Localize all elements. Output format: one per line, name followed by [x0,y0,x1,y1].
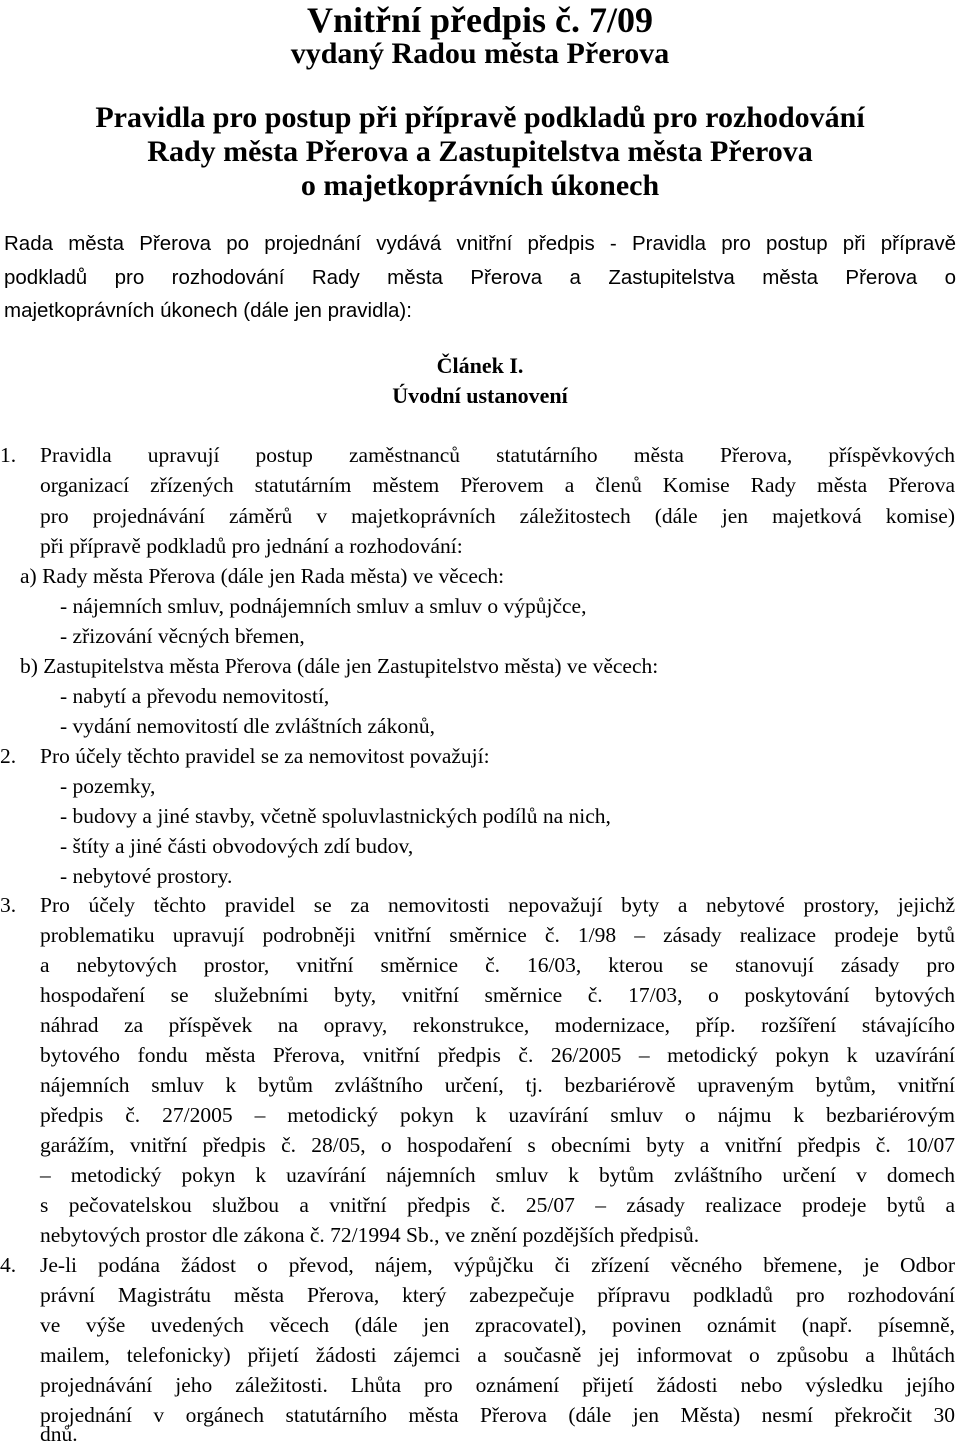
paragraph-line: při přípravě podkladů pro jednání a rozhodování: [40,534,463,558]
paragraph-line: hospodaření se služebními byty, vnitřní směrnice č. 17/03, o poskytování bytových [40,983,955,1007]
list-item: - štíty a jiné části obvodových zdí budov, [60,834,414,858]
paragraph-line: garážím, vnitřní předpis č. 28/05, o hospodaření s obecními byty a vnitřní předpis č. 10/07 [40,1133,955,1157]
paragraph-line: Pro účely těchto pravidel se za nemovitost považují: [40,744,490,768]
main-title-line: Rady města Přerova a Zastupitelstva města Přerova [147,135,813,168]
list-item: b) Zastupitelstva města Přerova (dále jen Zastupitelstvo města) ve věcech: [20,654,659,678]
intro-line: Rada města Přerova po projednání vydává vnitřní předpis - Pravidla pro postup při přípravě [4,232,956,255]
intro-line: majetkoprávních úkonech (dále jen pravidla): [4,299,412,322]
intro-line: podkladů pro rozhodování Rady města Přerova a Zastupitelstva města Přerova o [4,266,956,289]
document-title: Vnitřní předpis č. 7/09 [306,0,654,40]
list-item: - budovy a jiné stavby, včetně spoluvlastnických podílů na nich, [60,804,611,828]
paragraph-line: ve výše uvedených věcech (dále jen zpracovatel), povinen oznámit (např. písemně, [40,1313,955,1337]
paragraph-line: a nebytových prostor, vnitřní směrnice č. 16/03, kterou se stanovují zásady pro [40,953,955,977]
paragraph-line: nájemních smluv k bytům zvláštního určení, tj. bezbariérově upraveným bytům, vnitřní [40,1073,955,1097]
paragraph-line: nebytových prostor dle zákona č. 72/1994 Sb., ve znění pozdějších předpisů. [40,1223,700,1247]
paragraph-line: projednávání jeho záležitosti. Lhůta pro oznámení přijetí žádosti nebo výsledku jejího [40,1373,955,1397]
list-item: - nájemních smluv, podnájemních smluv a smluv o výpůjčce, [60,594,587,618]
main-title-line: Pravidla pro postup při přípravě podkladů pro rozhodování [95,101,865,134]
list-item: - vydání nemovitostí dle zvláštních zákonů, [60,714,435,738]
paragraph-line: problematiku upravují podrobněji vnitřní směrnice č. 1/98 – zásady realizace prodeje bytů [40,923,955,947]
paragraph-line: Pro účely těchto pravidel se za nemovitosti nepovažují byty a nebytové prostory, jejichž [40,893,955,917]
list-item: - zřizování věcných břemen, [60,624,305,648]
article-name: Úvodní ustanovení [392,383,568,408]
paragraph-line: právní Magistrátu města Přerova, který zabezpečuje přípravu podkladů pro rozhodování [40,1283,955,1307]
paragraph-number: 2. [0,744,17,768]
paragraph-line: – metodický pokyn k uzavírání nájemních smluv k bytům zvláštního určení v domech [40,1163,955,1187]
paragraph-line: Je-li podána žádost o převod, nájem, výpůjčku či zřízení věcného břemene, je Odbor [40,1253,955,1277]
paragraph-line: dnů. [40,1422,78,1446]
main-title-line: o majetkoprávních úkonech [300,169,660,202]
paragraph-line: bytového fondu města Přerova, vnitřní předpis č. 26/2005 – metodický pokyn k uzavírání [40,1043,955,1067]
paragraph-line: mailem, telefonicky) přijetí žádosti zájemci a současně jej informovat o způsobu a lhůtách [40,1343,955,1367]
paragraph-line: náhrad za příspěvek na opravy, rekonstrukce, modernizace, příp. rozšíření stávajícího [40,1013,955,1037]
paragraph-line: Pravidla upravují postup zaměstnanců statutárního města Přerova, příspěvkových [40,443,955,467]
list-item: - nebytové prostory. [60,864,233,888]
paragraph-number: 4. [0,1253,17,1277]
paragraph-line: pro projednávání záměrů v majetkoprávních záležitostech (dále jen majetková komise) [40,504,955,528]
paragraph-number: 1. [0,443,17,467]
paragraph-line: organizací zřízených statutárním městem Přerovem a členů Komise Rady města Přerova [40,473,955,497]
document-subtitle: vydaný Radou města Přerova [290,37,670,70]
paragraph-number: 3. [0,893,17,917]
paragraph-line: projednání v orgánech statutárního města Přerova (dále jen Města) nesmí překročit 30 [40,1403,955,1427]
list-item: - nabytí a převodu nemovitostí, [60,684,330,708]
paragraph-line: předpis č. 27/2005 – metodický pokyn k uzavírání smluv o nájmu k bezbariérovým [40,1103,955,1127]
list-item: a) Rady města Přerova (dále jen Rada města) ve věcech: [20,564,505,588]
list-item: - pozemky, [60,774,156,798]
article-number: Článek I. [436,353,524,378]
paragraph-line: s pečovatelskou službou a vnitřní předpis č. 25/07 – zásady realizace prodeje bytů a [40,1193,955,1217]
